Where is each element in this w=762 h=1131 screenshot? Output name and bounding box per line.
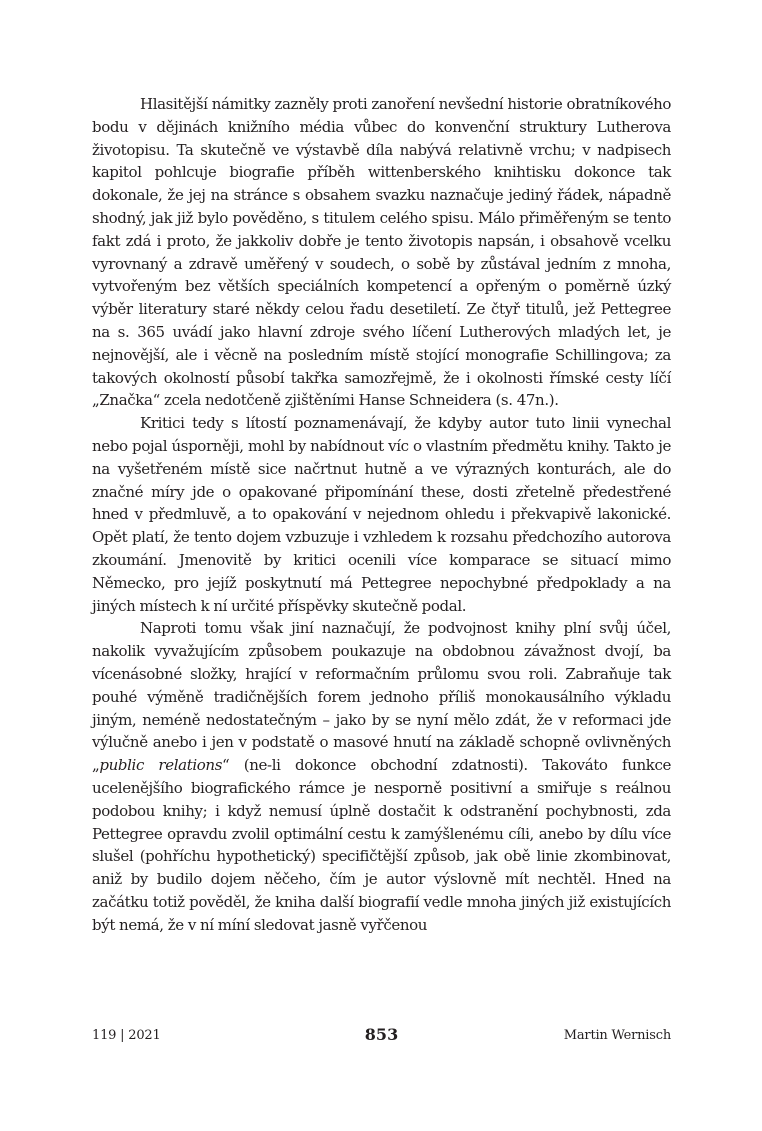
volume-year: 119 | 2021	[92, 1028, 161, 1043]
paragraph-2: Kritici tedy s lítostí poznamenávají, že kdyby autor tuto linii vynechal nebo pojal úsporněji, mohl by nabídnout víc o vlastním předmětu knihy. Takto je na vyšetřeném místě sice načrtnut hutně a ve výrazných konturách, ale do značné míry jde o opakované připomínání these, dosti zřetelně předestřené hned v předmluvě, a to opakování v nejednom ohledu i překvapivě lakonické. Opět platí, že tento dojem vzbuzuje i vzhledem k rozsahu předchozího autorova zkoumání. Jmenovitě by kritici ocenili více komparace se situací mimo Německo, pro jejíž poskytnutí má Pettegree nepochybné předpoklady a na jiných místech k ní určité příspěvky skutečně podal.	[92, 414, 671, 615]
paragraph-1: Hlasitější námitky zazněly proti zanoření nevšední historie obratníkového bodu v dějinách knižního média vůbec do konvenční struktury Lutherova životopisu. Ta skutečně ve výstavbě díla nabývá relativně vrchu; v nadpisech kapitol pohlcuje biografie příběh wittenberského knihtisku dokonce tak dokonale, že jej na stránce s obsahem svazku naznačuje jediný řádek, nápadně shodný, jak již bylo pověděno, s titulem celého spisu. Málo přiměřeným se tento fakt zdá i proto, že jakkoliv dobře je tento životopis napsán, i obsahově vcelku vyrovnaný a zdravě uměřený v soudech, o sobě by zůstával jedním z mnoha, vytvořeným bez větších speciálních kompetencí a opřeným o poměrně úzký výběr literatury staré někdy celou řadu desetiletí. Ze čtyř titulů, jež Pettegree na s. 365 uvádí jako hlavní zdroje svého líčení Lutherových mladých let, je nejnovější, ale i věcně na posledním místě stojící monografie Schillingova; za takových okolností působí takřka samozřejmě, že i okolnosti římské cesty líčí „Značka“ zcela nedotčeně zjištěními Hanse Schneidera (s. 47n.).	[92, 95, 671, 410]
paragraph-3	[92, 617, 671, 936]
running-author: Martin Wernisch	[563, 1028, 671, 1043]
page-footer	[92, 1022, 671, 1052]
page-number: 853	[364, 1025, 399, 1044]
paragraph-3-text-end: “ (ne-li dokonce obchodní zdatnosti). Takováto funkce ucelenějšího biografického rámce je nesporně positivní a smiřuje s reálnou podobou knihy; i když nemusí úplně dostačit k odstranění pochybnosti, zda Pettegree opravdu zvolil optimální cestu k zamýšlenému cíli, anebo by dílu více slušel (pohříchu hypothetický) specifičtější způsob, jak obě linie zkombinovat, aniž by budilo dojem něčeho, čím je autor výslovně mít nechtěl. Hned na začátku totiž pověděl, že kniha další biografií vedle mnoha jiných již existujících být nemá, že v ní míní sledovat jasně vyřčenou	[92, 756, 671, 934]
article-body	[92, 93, 671, 936]
italic-term: public relations	[99, 756, 223, 775]
paragraph-3-text-start: Naproti tomu však jiní naznačují, že podvojnost knihy plní svůj účel, nakolik vyvažujícím způsobem poukazuje na obdobnou závažnost dvojí, ba vícenásobné složky, hrající v reformačním průlomu svou roli. Zabraňuje tak pouhé výměně tradičnějších forem jednoho příliš monokausálního výkladu jiným, neméně nedostatečným – jako by se nyní mělo zdát, že v reformaci jde výlučně anebo i jen v podstatě o masové hnutí na základě schopně ovlivněných „	[92, 619, 671, 775]
